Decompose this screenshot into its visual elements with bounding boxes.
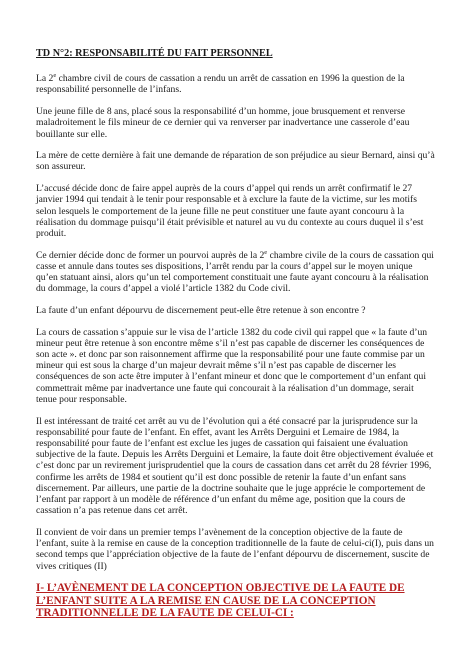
paragraph-plan: Il convient de voir dans un premier temps l’avènement de la conception objective de la faute de l’enfant, suite à la remise en cause de la conception traditionnelle de la faute de celui-ci(I), puis dans un second temps que l’appréciation objective de la faute de l’enfant dépourvu de discernement, suscite de vives critiques (II) — [36, 526, 434, 572]
section-heading: I- L’AVÈNEMENT DE LA CONCEPTION OBJECTIVE DE LA FAUTE DE L’ENFANT SUITE A LA REMISE EN CAUSE DE LA CONCEPTION TRADITIONNELLE DE LA FAUTE DE CELUI-CI : — [36, 582, 405, 620]
paragraph-cassation — [36, 250, 436, 295]
paragraph-cassation-start: Ce dernier décide donc de former un pourvoi auprès de la 2 — [36, 249, 265, 261]
paragraph-legal-question: La faute d’un enfant dépourvu de discernement peut-elle être retenue à son encontre ? — [36, 304, 366, 316]
paragraph-solution: La cours de cassation s’appuie sur le visa de l’article 1382 du code civil qui rappel que « la faute d’un mineur peut être retenue à son encontre même s’il n’est pas capable de discerner les conséquences de son acte ». et donc par son raisonnement affirme que la responsabilité pour une faute commise par un mineur qui est sous la charge d’un majeur devrait même s’il n’est pas capable de discerner les conséquences de son acte être imputer à l’enfant mineur et donc que le comportement d’un enfant qui commettrait même par inadvertance une faute qui concourait à la réalisation d’un dommage, serait tenue pour responsable. — [36, 326, 428, 405]
paragraph-appeal: L’accusé décide donc de faire appel auprès de la cours d’appel qui rends un arrêt confirmatif le 27 janvier 1994 qui tendait à le tenir pour responsable et à exclure la faute de la victime, sur les motifs selon lesquels le comportement de la jeune fille ne peut constituer une faute ayant concouru à la réalisation du dommage puisqu’il était prévisible et naturel au vu du contexte au cours duquel il s’est produit. — [36, 183, 424, 239]
ordinal-superscript: e — [264, 248, 268, 256]
paragraph-intro — [36, 73, 436, 95]
paragraph-claim: La mère de cette dernière à fait une demande de réparation de son préjudice au sieur Bernard, ainsi qu’à son assureur. — [36, 150, 435, 173]
paragraph-intro-start: La 2 — [36, 73, 54, 85]
paragraph-facts: Une jeune fille de 8 ans, placé sous la responsabilité d’un homme, joue brusquement et renverse maladroitement le fils mineur de ce dernier qui va renverser par inadvertance une casserole d’eau bouillante sur elle. — [36, 106, 410, 140]
document-body — [36, 48, 436, 620]
document-title: TD N°2: RESPONSABILITÉ DU FAIT PERSONNEL — [36, 48, 273, 59]
paragraph-intro-rest: chambre civil de cours de cassation a rendu un arrêt de cassation en 1996 la question de la responsabilité personnelle de l’infans. — [36, 73, 405, 96]
ordinal-superscript: e — [53, 72, 57, 80]
paragraph-interest: Il est intéressant de traité cet arrêt au vu de l’évolution qui a été consacré par la jurisprudence sur la responsabilité pour faute de l’enfant. En effet, avant les Arrêts Derguini et Lemaire de 1984, la responsabilité pour faute de l’enfant est exclue les juges de cassation qui faisaient une évaluation subjective de la faute. Depuis les Arrêts Derguini et Lemaire, la faute doit être objectivement évaluée et c’est donc par un revirement jurisprudentiel que la cours de cassation dans cet arrêt du 28 février 1996, confirme les arrêts de 1984 et soutient qu’il est donc possible de retenir la faute d’un enfant sans discernement. Par ailleurs, une partie de la doctrine souhaite que le juge apprécie le comportement de l’enfant par rapport à un modèle de référence d’un enfant du même age, position que la cours de cassation n’a pas retenue dans cet arrêt. — [36, 415, 434, 517]
paragraph-cassation-rest: chambre civile de la cours de cassation qui casse et annule dans toutes ses dispositions, l’arrêt rendu par la cours d’appel sur le moyen unique qu’en statuant ainsi, alors qu’un tel comportement constituait une faute ayant concouru à la réalisation du dommage, la cours d’appel a violé l’article 1382 du Code civil. — [36, 249, 434, 295]
